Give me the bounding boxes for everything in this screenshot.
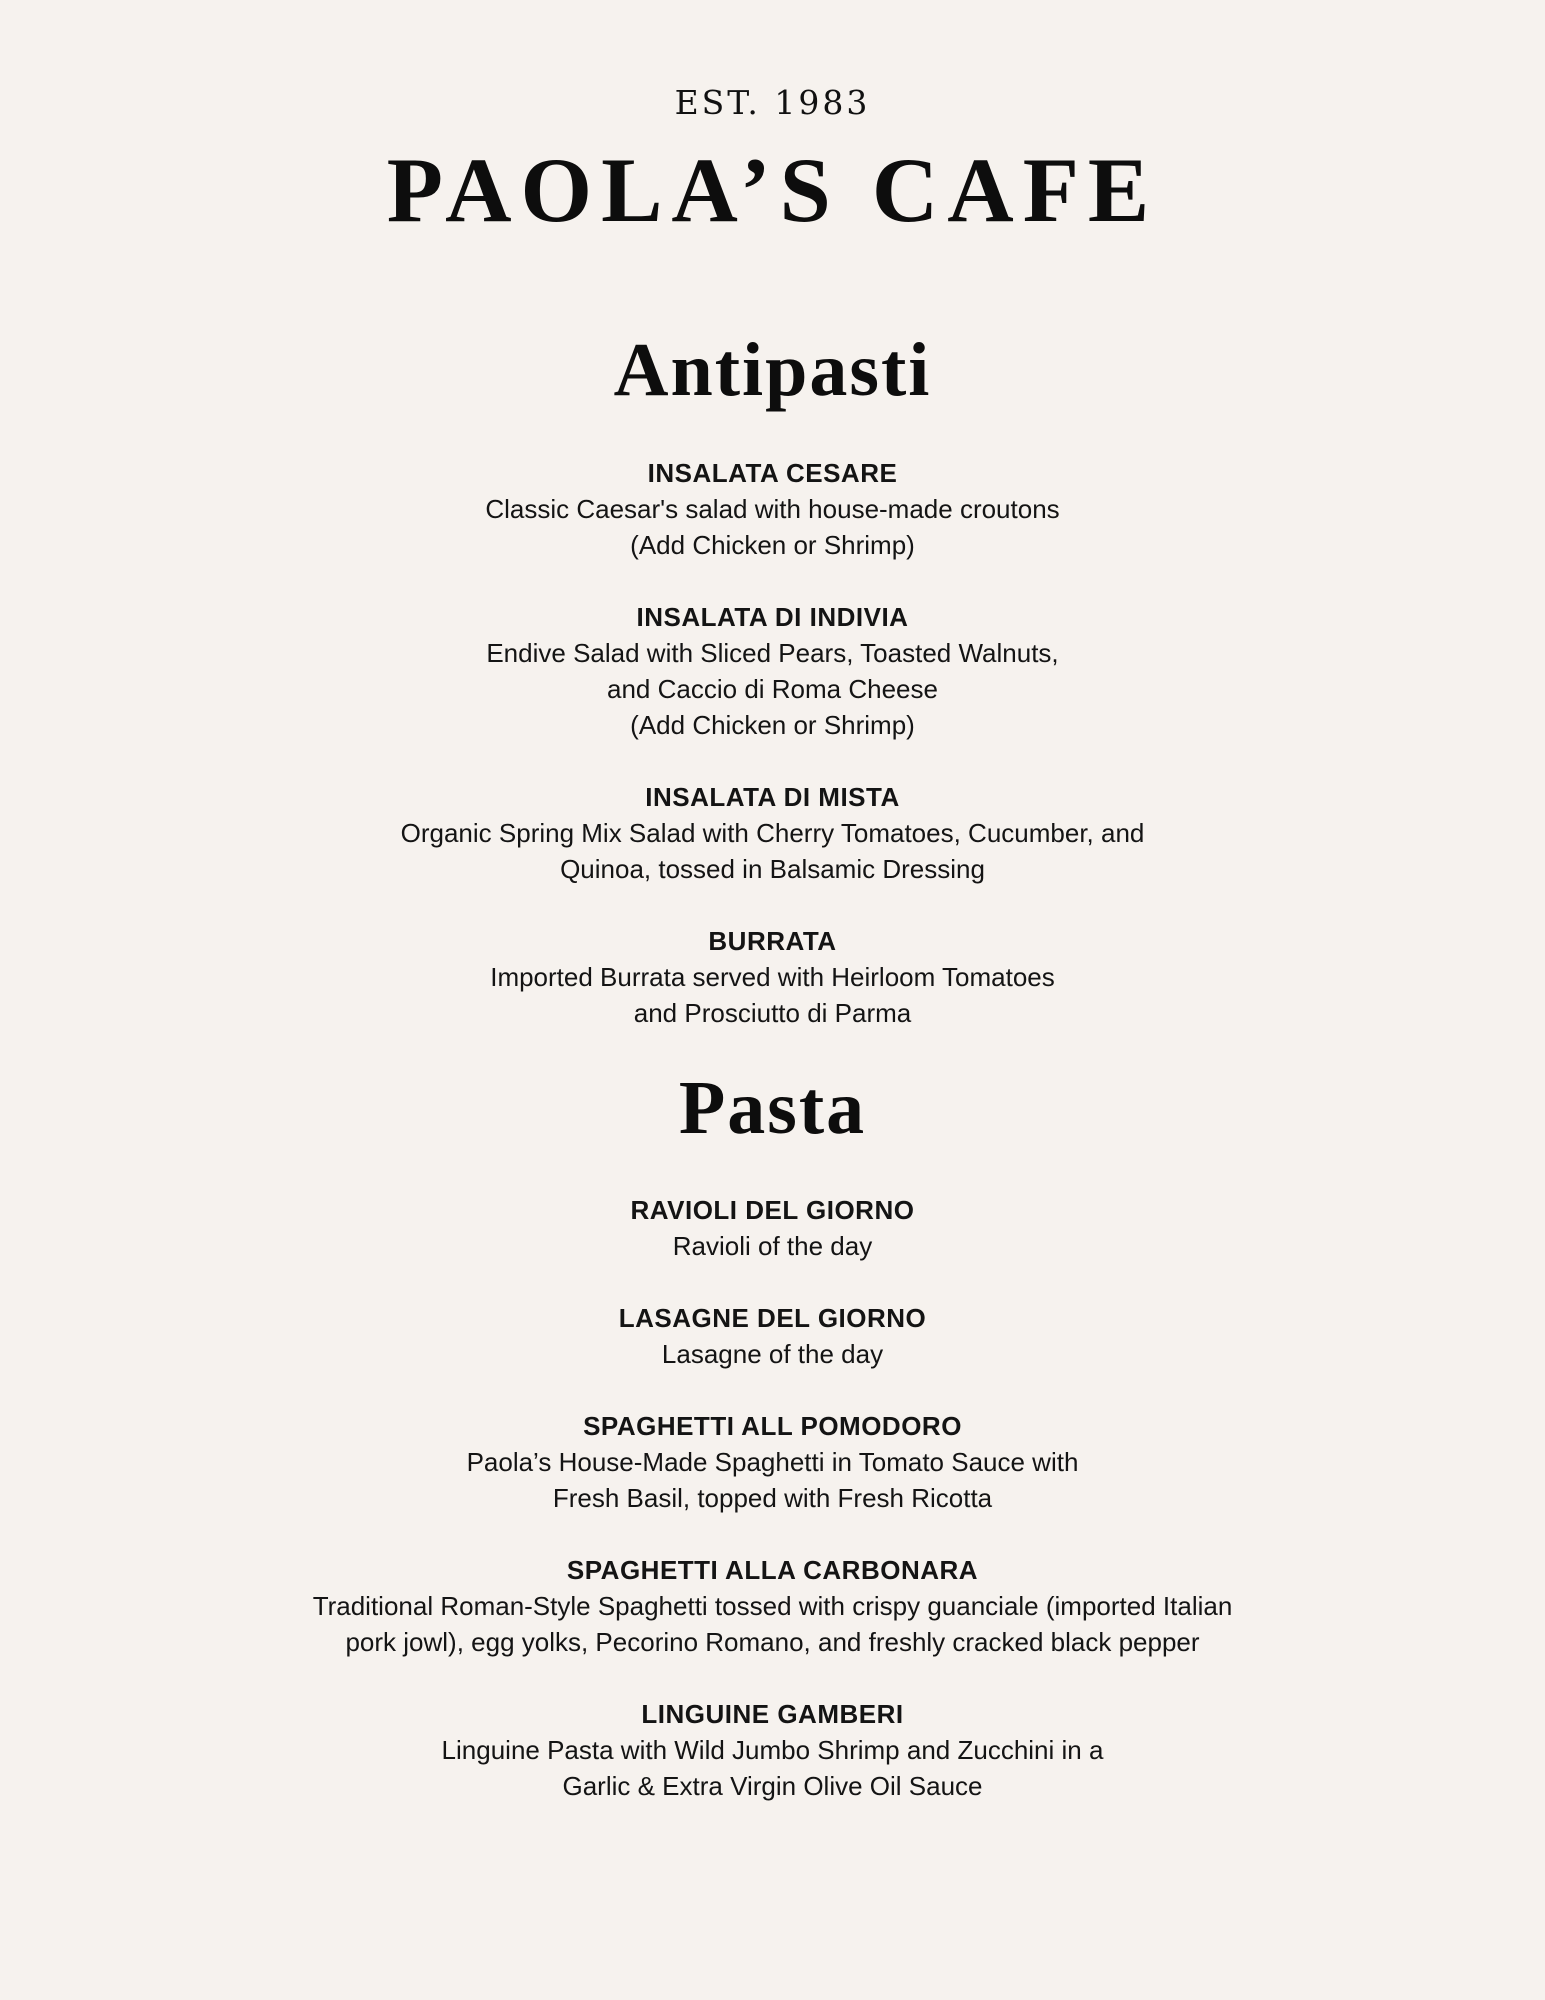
menu-item-description: Endive Salad with Sliced Pears, Toasted Walnuts, [486, 638, 1059, 668]
section-title-pasta: Pasta [678, 1066, 867, 1150]
menu-item-name: RAVIOLI DEL GIORNO [630, 1195, 915, 1225]
menu-item-description: and Caccio di Roma Cheese [607, 674, 938, 704]
menu-item [0, 923, 1545, 1031]
menu-item-description: (Add Chicken or Shrimp) [630, 530, 915, 560]
menu-item [0, 455, 1545, 563]
menu-item-description: Garlic & Extra Virgin Olive Oil Sauce [562, 1771, 983, 1801]
menu-item-name: INSALATA DI INDIVIA [636, 602, 909, 632]
menu-item-name: LINGUINE GAMBERI [641, 1699, 904, 1729]
menu-item-name: LASAGNE DEL GIORNO [618, 1303, 927, 1333]
menu-item-description: Linguine Pasta with Wild Jumbo Shrimp and Zucchini in a [441, 1735, 1104, 1765]
restaurant-name: PAOLA’S CAFE [386, 139, 1159, 241]
menu-item [0, 1696, 1545, 1804]
section-title-antipasti: Antipasti [613, 328, 932, 412]
menu-item-description: pork jowl), egg yolks, Pecorino Romano, and freshly cracked black pepper [345, 1627, 1200, 1657]
menu-item-description: Lasagne of the day [661, 1339, 884, 1369]
menu-item-description: Fresh Basil, topped with Fresh Ricotta [552, 1483, 993, 1513]
menu-item-description: Ravioli of the day [672, 1231, 873, 1261]
pasta-items [0, 1192, 1545, 1840]
menu-item-description: Quinoa, tossed in Balsamic Dressing [560, 854, 985, 884]
menu-item-description: Traditional Roman-Style Spaghetti tossed with crispy guanciale (imported Italian [312, 1591, 1233, 1621]
menu-item [0, 1408, 1545, 1516]
menu-item [0, 1192, 1545, 1264]
menu-item-description: Classic Caesar's salad with house-made croutons [485, 494, 1060, 524]
menu-item-name: INSALATA CESARE [647, 458, 898, 488]
antipasti-items [0, 455, 1545, 1067]
menu-item [0, 1552, 1545, 1660]
menu-item-description: Organic Spring Mix Salad with Cherry Tomatoes, Cucumber, and [400, 818, 1145, 848]
menu-item-name: INSALATA DI MISTA [645, 782, 900, 812]
menu-item [0, 1300, 1545, 1372]
menu-item-name: SPAGHETTI ALL POMODORO [583, 1411, 962, 1441]
menu-item-name: SPAGHETTI ALLA CARBONARA [566, 1555, 979, 1585]
menu-item-description: and Prosciutto di Parma [633, 998, 912, 1028]
menu-item [0, 599, 1545, 743]
menu-item-description: (Add Chicken or Shrimp) [630, 710, 915, 740]
menu-item-description: Imported Burrata served with Heirloom Tomatoes [490, 962, 1055, 992]
menu-item [0, 779, 1545, 887]
menu-item-name: BURRATA [708, 926, 837, 956]
established-year: EST. 1983 [674, 83, 871, 122]
menu-item-description: Paola’s House-Made Spaghetti in Tomato Sauce with [466, 1447, 1079, 1477]
